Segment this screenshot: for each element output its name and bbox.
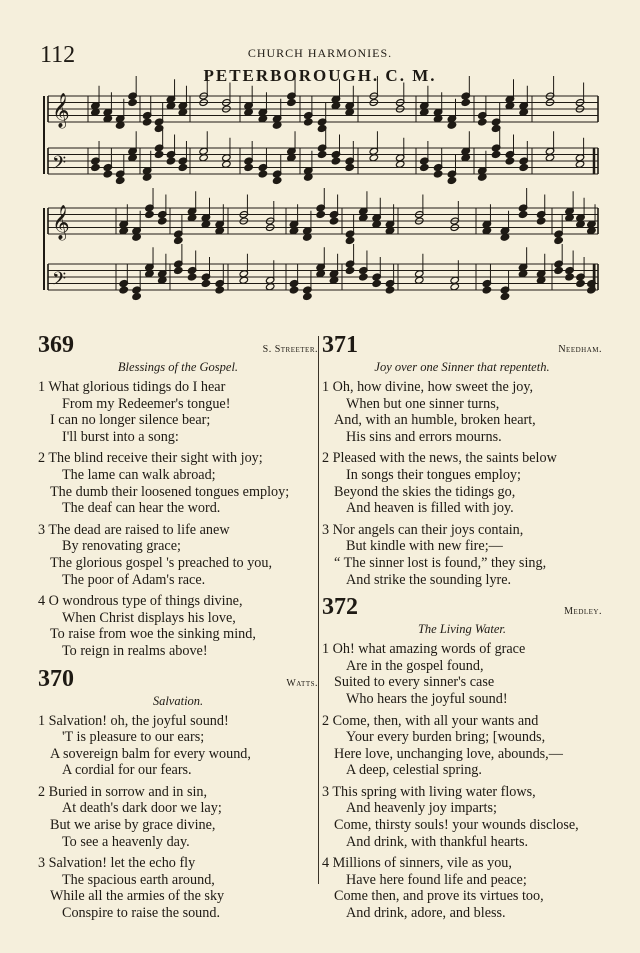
- verse-line: By renovating grace;: [62, 538, 181, 555]
- verse-line: And heavenly joy imparts;: [346, 800, 497, 817]
- verse-line: Your every burden bring; [wounds,: [346, 729, 546, 746]
- hymn-number: 372: [322, 594, 358, 621]
- verse-line: The lame can walk abroad;: [62, 466, 216, 483]
- hymn-subtitle: Salvation.: [152, 693, 204, 708]
- hymn-tune-name: S. Streeter.: [262, 344, 318, 355]
- music-score: [0, 0, 640, 330]
- verse-line: I'll burst into a song:: [62, 428, 179, 445]
- verse-line: 4 O wondrous type of things divine,: [38, 593, 243, 610]
- verse-line: When Christ displays his love,: [62, 609, 236, 626]
- svg-text:𝄞: 𝄞: [52, 93, 70, 128]
- tune-title: PETERBOROUGH. C. M.: [203, 66, 437, 85]
- verse-line: And strike the sounding lyre.: [346, 571, 512, 588]
- hymn-372: [322, 594, 602, 922]
- hymn-header: [38, 332, 318, 362]
- verse-line: In songs their tongues employ;: [346, 466, 521, 483]
- verse-line: The deaf can hear the word.: [62, 500, 221, 517]
- hymn-number: 371: [322, 332, 358, 358]
- running-head: CHURCH HARMONIES.: [247, 46, 393, 60]
- verse-line: But kindle with new fire;—: [346, 538, 503, 555]
- verse-line: 1 What glorious tidings do I hear: [38, 379, 226, 395]
- svg-text:𝄞: 𝄞: [52, 205, 70, 240]
- hymn-subtitle: Joy over one Sinner that repenteth.: [374, 360, 550, 374]
- verse-line: But we arise by grace divine,: [50, 817, 216, 834]
- verse-line: 'T is pleasure to our ears;: [62, 729, 205, 746]
- stanza: [322, 379, 602, 445]
- verse-line: Are in the gospel found,: [346, 657, 484, 674]
- hymn-header: [38, 666, 318, 696]
- svg-text:𝄢: 𝄢: [52, 153, 67, 178]
- verse-line: From my Redeemer's tongue!: [62, 395, 231, 412]
- verse-line: His sins and errors mourns.: [346, 428, 502, 445]
- verse-line: And heaven is filled with joy.: [346, 500, 514, 517]
- left-column: [38, 332, 318, 928]
- verse-line: The glorious gospel 's preached to you,: [50, 554, 273, 571]
- verse-line: “ The sinner lost is found,” they sing,: [334, 554, 547, 571]
- verse-line: 3 Nor angels can their joys contain,: [322, 521, 524, 538]
- verse-line: Here love, unchanging love, abounds,—: [334, 745, 563, 762]
- verse-line: While all the armies of the sky: [50, 888, 225, 905]
- stanza: [322, 855, 602, 921]
- verse-line: To reign in realms above!: [62, 642, 208, 659]
- verse-line: Who hears the joyful sound!: [346, 690, 508, 707]
- stanza: [38, 522, 318, 588]
- stanza: [322, 784, 602, 850]
- verse-line: A cordial for our fears.: [62, 762, 192, 779]
- hymn-number: 369: [38, 332, 74, 358]
- stanza: [322, 713, 602, 779]
- stanza: [322, 450, 602, 516]
- hymn-subtitle: The Living Water.: [417, 622, 507, 637]
- stanza: [322, 641, 602, 707]
- stanza: [38, 593, 318, 659]
- verse-line: The poor of Adam's race.: [62, 571, 206, 588]
- verse-line: 2 Pleased with the news, the saints below: [322, 450, 557, 467]
- stanza: [38, 450, 318, 516]
- hymn-subtitle: Blessings of the Gospel.: [117, 360, 239, 374]
- verse-line: And, with an humble, broken heart,: [334, 412, 536, 429]
- verse-line: 2 Buried in sorrow and in sin,: [38, 783, 208, 800]
- verse-line: To raise from woe the sinking mind,: [50, 626, 256, 643]
- verse-line: The spacious earth around,: [62, 871, 215, 888]
- verse-line: Suited to every sinner's case: [334, 674, 495, 691]
- verse-line: Come then, and prove its virtues too,: [334, 888, 544, 905]
- verse-line: I can no longer silence bear;: [50, 412, 211, 429]
- verse-line: 1 Salvation! oh, the joyful sound!: [38, 712, 229, 729]
- hymn-370: [38, 666, 318, 922]
- stanza: [38, 855, 318, 921]
- verse-line: A deep, celestial spring.: [346, 762, 482, 779]
- hymn-tune-name: Medley.: [564, 606, 602, 618]
- stanza: [322, 522, 602, 588]
- verse-line: And drink, adore, and bless.: [346, 905, 506, 922]
- verse-line: 2 Come, then, with all your wants and: [322, 712, 539, 729]
- column-divider: [318, 336, 319, 884]
- hymn-tune-name: Needham.: [558, 344, 602, 355]
- hymn-369: [38, 332, 318, 660]
- verse-line: 1 Oh! what amazing words of grace: [322, 641, 526, 658]
- page-number: 112: [40, 42, 76, 68]
- verse-line: At death's dark door we lay;: [62, 800, 222, 817]
- verse-line: Have here found life and peace;: [346, 871, 527, 888]
- stanza: [38, 713, 318, 779]
- stanza: [38, 784, 318, 850]
- verse-line: When but one sinner turns,: [346, 395, 500, 412]
- verse-line: Conspire to raise the sound.: [62, 905, 221, 922]
- verse-line: 4 Millions of sinners, vile as you,: [322, 855, 512, 872]
- hymn-tune-name: Watts.: [286, 677, 318, 689]
- verse-line: The dumb their loosened tongues employ;: [50, 483, 290, 500]
- verse-line: And drink, with thankful hearts.: [346, 833, 529, 850]
- hymn-header: [322, 594, 602, 624]
- hymn-number: 370: [38, 665, 74, 692]
- verse-line: A sovereign balm for every wound,: [50, 745, 251, 762]
- verse-line: 3 The dead are raised to life anew: [38, 521, 230, 538]
- svg-text:𝄢: 𝄢: [52, 269, 67, 294]
- verse-line: 3 Salvation! let the echo fly: [38, 855, 196, 872]
- verse-line: Beyond the skies the tidings go,: [334, 483, 516, 500]
- verse-line: Come, thirsty souls! your wounds disclose,: [334, 817, 579, 834]
- verse-line: 2 The blind receive their sight with joy;: [38, 450, 263, 467]
- right-column: [322, 332, 602, 928]
- verse-line: 1 Oh, how divine, how sweet the joy,: [322, 379, 534, 395]
- verse-line: 3 This spring with living water flows,: [322, 783, 536, 800]
- verse-line: To see a heavenly day.: [62, 833, 190, 850]
- hymn-371: [322, 332, 602, 588]
- stanza: [38, 379, 318, 445]
- hymn-header: [322, 332, 602, 362]
